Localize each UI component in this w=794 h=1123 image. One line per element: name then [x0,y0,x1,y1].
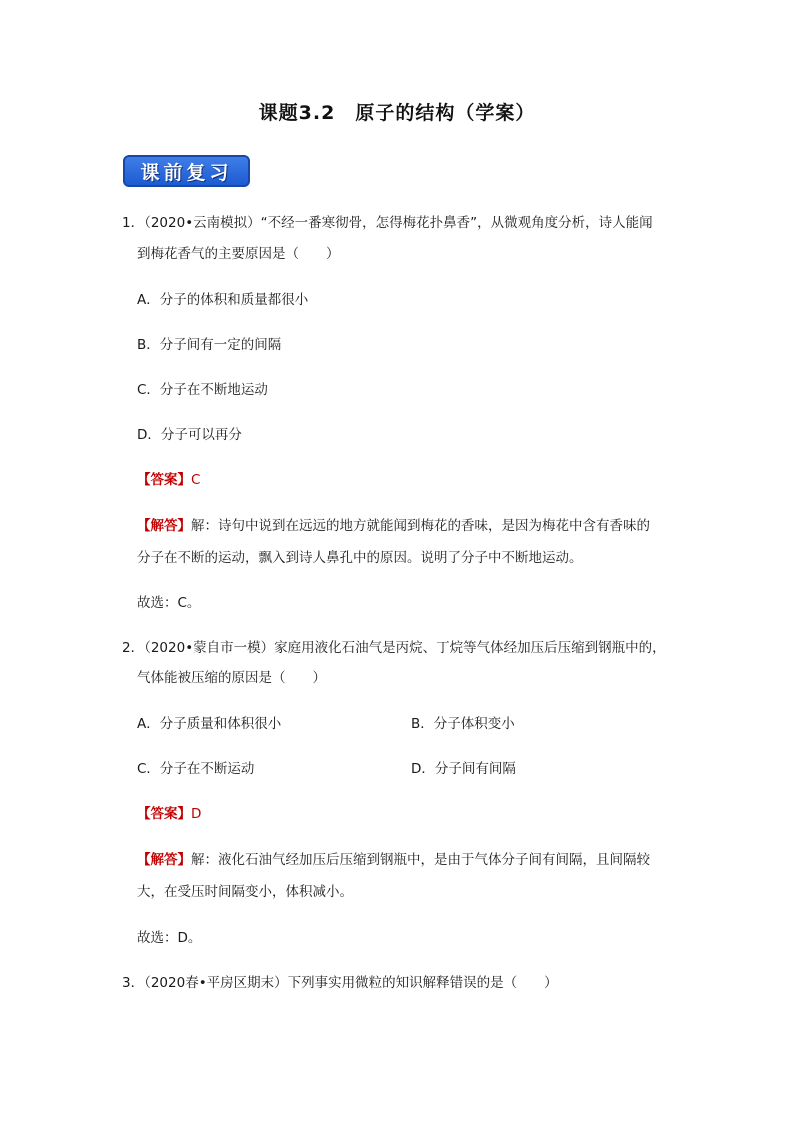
q1-option-b: B．分子间有一定的间隔 [137,337,282,353]
q1-option-c: C．分子在不断地运动 [137,382,268,398]
q2-option-c: C．分子在不断运动 [137,761,255,777]
q1-stem-line1: 1．（2020•云南模拟）“不经一番寒彻骨，怎得梅花扑鼻香”，从微观角度分析，诗人能闻 [122,215,653,231]
q1-option-d: D．分子可以再分 [137,427,242,443]
q1-analysis-line1 [137,516,650,536]
answer-value: C [191,472,201,488]
analysis-text: 解：诗句中说到在远远的地方就能闻到梅花的香味，是因为梅花中含有香味的 [191,518,650,534]
q2-option-b: B．分子体积变小 [411,716,515,732]
q1-analysis-line2: 分子在不断的运动，飘入到诗人鼻孔中的原因。说明了分子中不断地运动。 [137,550,583,566]
analysis-text: 解：液化石油气经加压后压缩到钢瓶中，是由于气体分子间有间隔，且间隔较 [191,852,650,868]
q2-answer [137,804,201,824]
q3-stem-line1: 3．（2020春•平房区期末）下列事实用微粒的知识解释错误的是（ ） [122,975,558,991]
q2-stem-line1: 2．（2020•蒙自市一模）家庭用液化石油气是丙烷、丁烷等气体经加压后压缩到钢瓶中的， [122,640,666,656]
q2-analysis-line2: 大，在受压时间隔变小，体积减小。 [137,884,353,900]
q1-option-a: A．分子的体积和质量都很小 [137,292,309,308]
answer-value: D [191,806,202,822]
q1-choose: 故选：C。 [137,595,201,611]
q2-choose: 故选：D。 [137,930,202,946]
q1-stem-line2: 到梅花香气的主要原因是（ ） [137,246,340,262]
q2-option-d: D．分子间有间隔 [411,761,516,777]
q2-option-a: A．分子质量和体积很小 [137,716,282,732]
q1-answer [137,470,200,490]
analysis-tag: 【解答】 [137,518,191,534]
q2-stem-line2: 气体能被压缩的原因是（ ） [137,670,326,686]
page-title: 课题3.2 原子的结构（学案） [258,102,536,124]
q2-analysis-line1 [137,850,650,870]
analysis-tag: 【解答】 [137,852,191,868]
section-badge: 课前复习 [123,155,250,187]
answer-tag: 【答案】 [137,806,191,822]
answer-tag: 【答案】 [137,472,191,488]
